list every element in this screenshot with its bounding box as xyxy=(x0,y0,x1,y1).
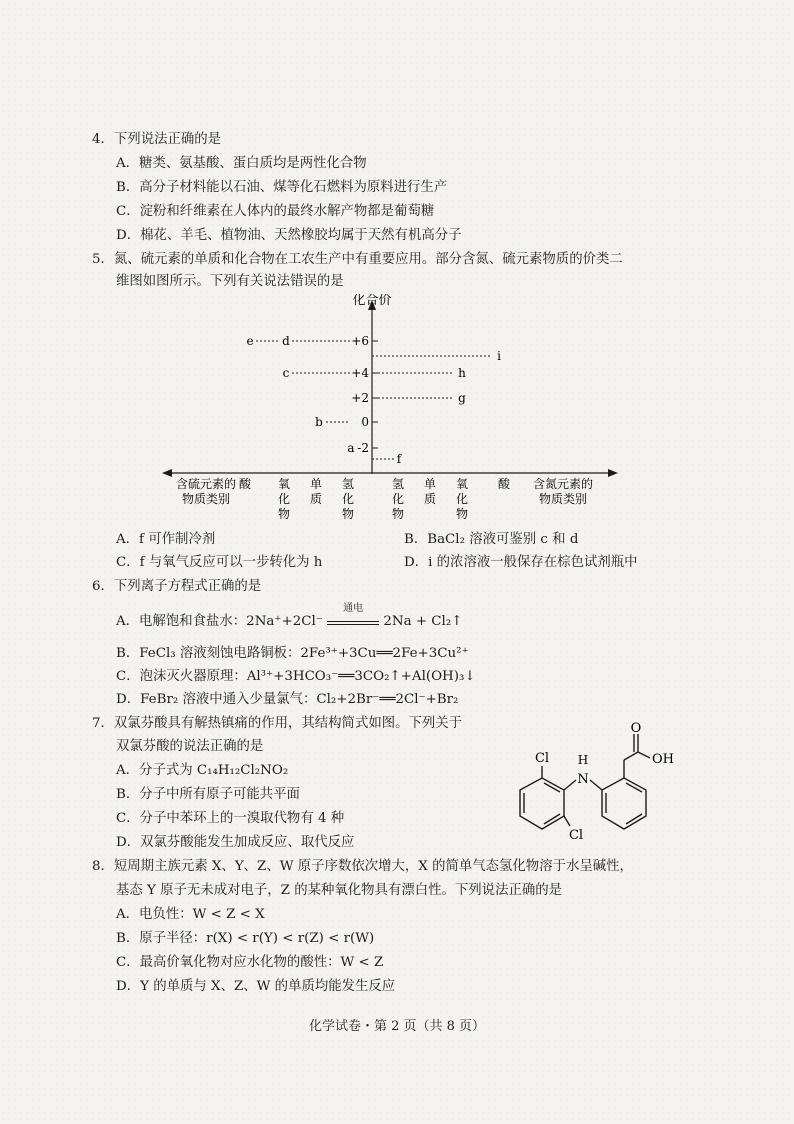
chlorine-bottom-label: Cl xyxy=(568,828,584,843)
category-label-char: 物 xyxy=(341,507,355,521)
q8-option-b: B．原子半径：r(X) < r(Y) < r(Z) < r(W) xyxy=(116,931,375,946)
q7-stem-line1: 7．双氯芬酸具有解热镇痛的作用，其结构简式如图。下列关于 xyxy=(92,716,463,731)
point-e: e xyxy=(246,334,254,348)
q6-stem: 6．下列离子方程式正确的是 xyxy=(92,579,262,594)
diclofenac-structure xyxy=(490,722,690,862)
nitrogen-axis-label-1: 含氮元素的 xyxy=(532,477,594,491)
nitrogen-label: N xyxy=(577,772,589,787)
q5-option-b: B．BaCl₂ 溶液可鉴别 c 和 d xyxy=(404,532,579,547)
category-label-char: 物 xyxy=(455,507,469,521)
q8-option-a: A．电负性：W < Z < X xyxy=(116,907,265,922)
q8-stem-line2: 基态 Y 原子无未成对电子，Z 的某种氧化物具有漂白性。下列说法正确的是 xyxy=(116,883,563,898)
category-label-char: 单 xyxy=(423,477,437,491)
nitrogen-axis-label-2: 物质类别 xyxy=(538,492,588,506)
category-label-char: 质 xyxy=(309,492,323,506)
point-h: h xyxy=(458,366,466,380)
q7-option-d: D．双氯芬酸能发生加成反应、取代反应 xyxy=(116,835,355,850)
q4-stem: 4．下列说法正确的是 xyxy=(92,132,222,147)
valence-class-diagram xyxy=(150,294,630,524)
valence-label: +4 xyxy=(351,366,369,380)
category-label-char: 质 xyxy=(423,492,437,506)
category-label-char: 氢 xyxy=(341,477,355,491)
q4-option-a: A．糖类、氨基酸、蛋白质均是两性化合物 xyxy=(116,156,367,171)
q5-option-a: A．f 可作制冷剂 xyxy=(116,532,216,547)
q5-option-c: C．f 与氧气反应可以一步转化为 h xyxy=(116,555,323,570)
q7-option-c: C．分子中苯环上的一溴取代物有 4 种 xyxy=(116,811,345,826)
carbonyl-oxygen-label: O xyxy=(630,722,642,736)
category-label-char: 化 xyxy=(391,492,405,506)
sulfur-axis-label-2: 物质类别 xyxy=(181,492,231,506)
valence-label: +2 xyxy=(351,391,369,405)
q6-option-d: D．FeBr₂ 溶液中通入少量氯气：Cl₂+2Br⁻══2Cl⁻+Br₂ xyxy=(116,692,459,707)
valence-label: -2 xyxy=(357,441,369,455)
electrolysis-label: 通电 xyxy=(343,603,364,614)
q4-option-d: D．棉花、羊毛、植物油、天然橡胶均属于天然有机高分子 xyxy=(116,228,462,243)
point-f: f xyxy=(396,452,402,466)
q5-stem-line2: 维图如图所示。下列有关说法错误的是 xyxy=(116,274,344,289)
category-label-char: 氧 xyxy=(455,477,469,491)
q6-option-a-lhs: A．电解饱和食盐水：2Na⁺+2Cl⁻ xyxy=(116,614,323,629)
q6-option-b: B．FeCl₃ 溶液刻蚀电路铜板：2Fe³⁺+3Cu══2Fe+3Cu²⁺ xyxy=(116,646,469,661)
q6-option-a-rhs: 2Na + Cl₂↑ xyxy=(383,614,463,629)
q8-option-d: D．Y 的单质与 X、Z、W 的单质均能发生反应 xyxy=(116,979,396,994)
right-axis-arrow-icon xyxy=(608,469,618,477)
left-axis-arrow-icon xyxy=(162,469,172,477)
valence-label: +6 xyxy=(351,334,369,348)
q6-option-a xyxy=(116,603,463,632)
chlorine-top-label: Cl xyxy=(534,751,550,766)
point-c: c xyxy=(282,366,290,380)
category-label-char: 化 xyxy=(341,492,355,506)
category-label-char: 物 xyxy=(391,507,405,521)
category-label-char: 化 xyxy=(455,492,469,506)
amine-hydrogen-label: H xyxy=(577,753,589,767)
y-axis-title: 化合价 xyxy=(352,294,392,308)
category-label-char: 氢 xyxy=(391,477,405,491)
q8-option-c: C．最高价氧化物对应水化物的酸性：W < Z xyxy=(116,955,384,970)
point-b: b xyxy=(315,415,323,429)
category-label-char: 化 xyxy=(277,492,291,506)
point-d: d xyxy=(282,334,290,348)
sulfur-axis-label-1: 含硫元素的 xyxy=(175,477,237,491)
electrolysis-condition xyxy=(327,603,379,625)
page-footer: 化学试卷・第 2 页（共 8 页） xyxy=(308,1019,486,1034)
q7-stem-line2: 双氯芬酸的说法正确的是 xyxy=(116,739,264,754)
q4-option-b: B．高分子材料能以石油、煤等化石燃料为原料进行生产 xyxy=(116,180,448,195)
valence-label: 0 xyxy=(361,415,369,429)
category-label-char: 氧 xyxy=(277,477,291,491)
leader-lines xyxy=(256,341,492,459)
equals-sign xyxy=(327,621,379,625)
category-label-char: 酸 xyxy=(497,477,511,491)
point-g: g xyxy=(458,391,466,405)
q5-stem-line1: 5．氮、硫元素的单质和化合物在工农生产中有重要应用。部分含氮、硫元素物质的价类二 xyxy=(92,252,623,267)
category-label-char: 物 xyxy=(277,507,291,521)
q4-option-c: C．淀粉和纤维素在人体内的最终水解产物都是葡萄糖 xyxy=(116,204,435,219)
point-i: i xyxy=(497,349,501,363)
hydroxyl-label: OH xyxy=(652,752,674,767)
q6-option-c: C．泡沫灭火器原理：Al³⁺+3HCO₃⁻══3CO₂↑+Al(OH)₃↓ xyxy=(116,669,476,684)
category-label-char: 酸 xyxy=(238,477,252,491)
q7-option-a: A．分子式为 C₁₄H₁₂Cl₂NO₂ xyxy=(116,763,289,778)
q8-stem-line1: 8．短周期主族元素 X、Y、Z、W 原子序数依次增大，X 的简单气态氢化物溶于水呈碱性， xyxy=(92,859,633,874)
q5-option-d: D．i 的浓溶液一般保存在棕色试剂瓶中 xyxy=(404,555,638,570)
point-a: a xyxy=(347,441,355,455)
category-label-char: 单 xyxy=(309,477,323,491)
q7-option-b: B．分子中所有原子可能共平面 xyxy=(116,787,300,802)
